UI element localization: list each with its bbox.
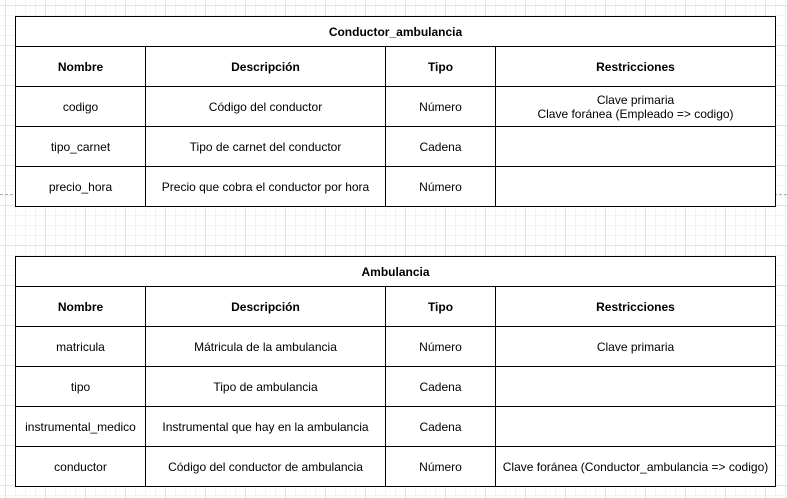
header-row	[16, 287, 776, 327]
table-title: Conductor_ambulancia	[16, 17, 776, 47]
cell-descripcion: Tipo de ambulancia	[146, 367, 386, 407]
header-descripcion: Descripción	[146, 47, 386, 87]
cell-nombre: precio_hora	[16, 167, 146, 207]
restriccion-text: Clave foránea (Conductor_ambulancia => codigo)	[502, 459, 769, 474]
table-row	[16, 367, 776, 407]
cell-nombre: conductor	[16, 447, 146, 487]
cell-nombre: matricula	[16, 327, 146, 367]
cell-restricciones	[496, 87, 776, 127]
cell-tipo: Cadena	[386, 127, 496, 167]
cell-tipo: Número	[386, 87, 496, 127]
header-descripcion: Descripción	[146, 287, 386, 327]
table-row	[16, 447, 776, 487]
cell-nombre: tipo	[16, 367, 146, 407]
header-restricciones: Restricciones	[496, 47, 776, 87]
cell-nombre: tipo_carnet	[16, 127, 146, 167]
cell-nombre: instrumental_medico	[16, 407, 146, 447]
header-row	[16, 47, 776, 87]
header-tipo: Tipo	[386, 287, 496, 327]
header-tipo: Tipo	[386, 47, 496, 87]
cell-restricciones	[496, 167, 776, 207]
cell-restricciones	[496, 327, 776, 367]
table-row	[16, 167, 776, 207]
cell-restricciones	[496, 407, 776, 447]
table-row	[16, 327, 776, 367]
cell-tipo: Cadena	[386, 407, 496, 447]
header-nombre: Nombre	[16, 47, 146, 87]
cell-tipo: Número	[386, 447, 496, 487]
table-row	[16, 407, 776, 447]
table-conductor-ambulancia[interactable]	[15, 16, 776, 207]
cell-tipo: Número	[386, 167, 496, 207]
cell-restricciones	[496, 367, 776, 407]
table-row	[16, 87, 776, 127]
cell-descripcion: Tipo de carnet del conductor	[146, 127, 386, 167]
restriccion-text: Clave foránea (Empleado => codigo)	[537, 106, 734, 121]
cell-tipo: Número	[386, 327, 496, 367]
restriccion-text: Clave primaria	[596, 339, 675, 354]
cell-restricciones	[496, 127, 776, 167]
cell-restricciones	[496, 447, 776, 487]
cell-nombre: codigo	[16, 87, 146, 127]
cell-descripcion: Código del conductor	[146, 87, 386, 127]
cell-descripcion: Instrumental que hay en la ambulancia	[146, 407, 386, 447]
header-restricciones: Restricciones	[496, 287, 776, 327]
cell-descripcion: Precio que cobra el conductor por hora	[146, 167, 386, 207]
cell-descripcion: Mátricula de la ambulancia	[146, 327, 386, 367]
table-title: Ambulancia	[16, 257, 776, 287]
cell-descripcion: Código del conductor de ambulancia	[146, 447, 386, 487]
restriccion-text: Clave primaria	[596, 92, 675, 107]
cell-tipo: Cadena	[386, 367, 496, 407]
header-nombre: Nombre	[16, 287, 146, 327]
table-ambulancia[interactable]	[15, 256, 776, 487]
table-row	[16, 127, 776, 167]
